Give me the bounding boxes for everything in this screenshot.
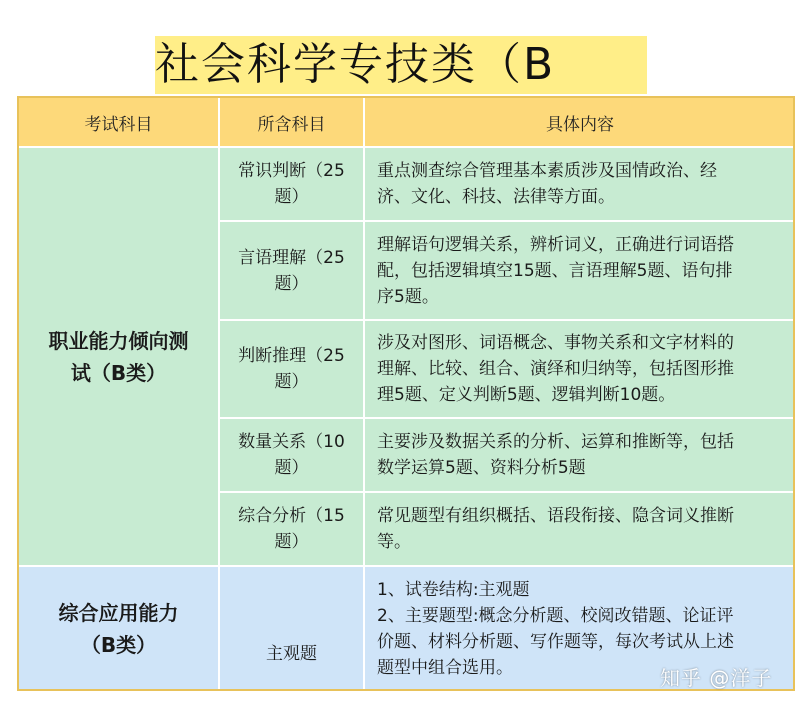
sub-subject-cell [219, 492, 364, 566]
watermark: 知乎 @洋子 [660, 666, 773, 690]
category-line: 职业能力倾向测 [48, 328, 189, 353]
sub-subject-line: 数量关系（10 [238, 432, 345, 452]
content-cell [364, 147, 796, 221]
content-line: 价题、材料分析题、写作题等，每次考试从上述 [377, 632, 734, 652]
content-line: 序5题。 [377, 286, 439, 307]
content-line: 理解、比较、组合、演绎和归纳等，包括图形推 [377, 359, 734, 379]
content-line: 济、文化、科技、法律等方面。 [377, 187, 615, 207]
sub-subject-line: 主观题 [266, 644, 317, 664]
header-content: 具体内容 [364, 97, 796, 147]
sub-subject-cell [219, 320, 364, 418]
sub-subject-cell [219, 221, 364, 320]
sub-subject-line: 题） [274, 458, 309, 478]
page-title: 社会科学专技类（B [155, 36, 647, 94]
content-line: 1、试卷结构:主观题 [377, 580, 530, 600]
content-line: 重点测查综合管理基本素质涉及国情政治、经 [377, 161, 717, 181]
content-line: 2、主要题型:概念分析题、校阅改错题、论证评 [377, 606, 734, 626]
sub-subject-line: 综合分析（15 [238, 506, 345, 526]
content-line: 常见题型有组织概括、语段衔接、隐含词义推断 [377, 506, 734, 526]
sub-subject-cell [219, 418, 364, 492]
sub-subject-line: 判断推理（25 [238, 346, 345, 366]
category-line: 试（B类） [70, 360, 167, 385]
sub-subject-line: 题） [274, 187, 309, 207]
category-line: （B类） [80, 633, 157, 657]
table-right-border [793, 96, 795, 691]
content-line: 涉及对图形、词语概念、事物关系和文字材料的 [377, 333, 734, 353]
content-line: 理解语句逻辑关系，辨析词义，正确进行词语搭 [377, 234, 734, 255]
exam-table [17, 96, 797, 693]
sub-subject-line: 题） [274, 372, 309, 392]
sub-subject-line: 常识判断（25 [238, 161, 345, 181]
category-cell-applied [18, 566, 219, 692]
content-cell [364, 418, 796, 492]
sub-subject-cell [219, 147, 364, 221]
content-line: 题型中组合选用。 [377, 658, 513, 678]
table-header-row [18, 97, 796, 147]
content-cell [364, 492, 796, 566]
content-cell [364, 221, 796, 320]
content-line: 主要涉及数据关系的分析、运算和推断等，包括 [377, 432, 734, 452]
content-line: 配，包括逻辑填空15题、言语理解5题、语句排 [377, 260, 733, 281]
content-line: 数学运算5题、资料分析5题 [377, 458, 586, 478]
table-top-border [17, 96, 795, 98]
category-line: 综合应用能力 [58, 601, 179, 625]
sub-subject-line: 题） [274, 273, 309, 294]
sub-subject-line: 题） [274, 532, 309, 552]
table-row [18, 147, 796, 221]
content-line: 理5题、定义判断5题、逻辑判断10题。 [377, 385, 676, 405]
category-cell-aptitude [18, 147, 219, 566]
content-line: 等。 [377, 532, 411, 552]
sub-subject-line: 言语理解（25 [238, 247, 345, 268]
title-wrap [0, 36, 810, 94]
table-left-border [17, 96, 19, 691]
content-cell [364, 320, 796, 418]
header-exam-subject: 考试科目 [18, 97, 219, 147]
header-included-subjects: 所含科目 [219, 97, 364, 147]
sub-subject-cell [219, 566, 364, 692]
